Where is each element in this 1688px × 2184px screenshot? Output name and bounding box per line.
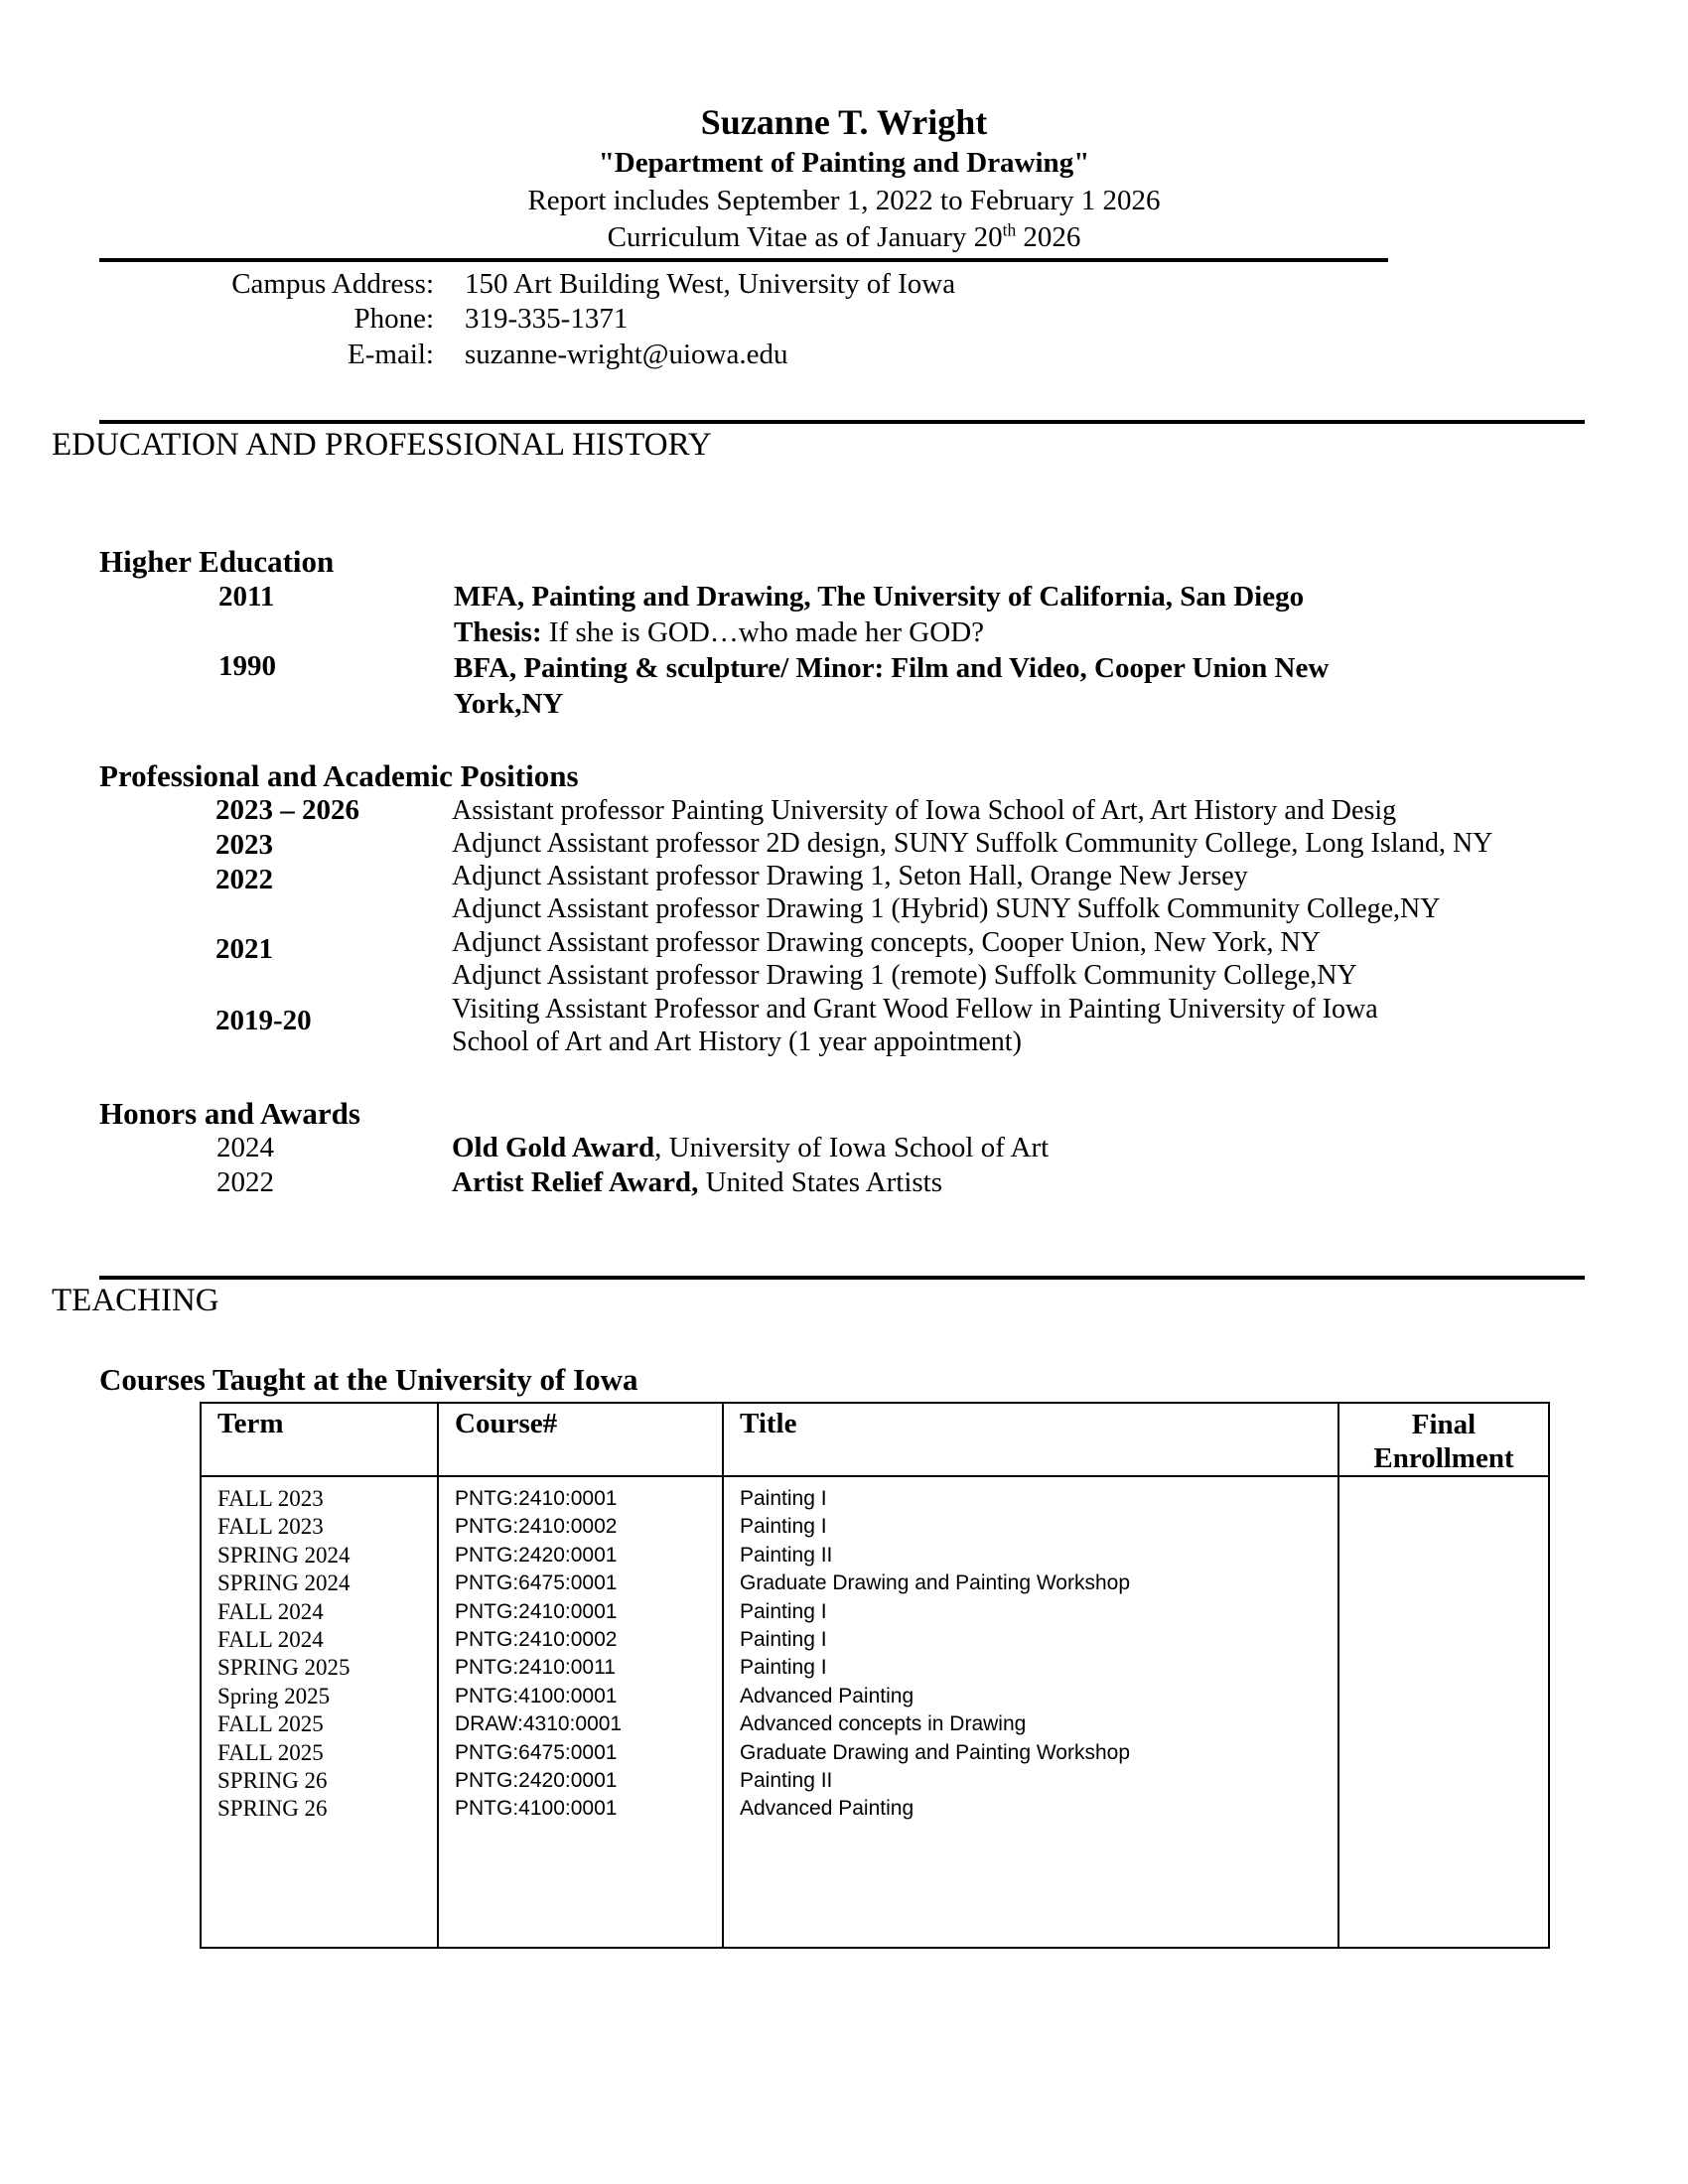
- degree-line: BFA, Painting & sculpture/ Minor: Film and Video, Cooper Union New: [454, 652, 1330, 684]
- course-cell: PNTG:2420:0001: [455, 1768, 618, 1792]
- honor-award: Artist Relief Award,: [452, 1166, 699, 1198]
- position-text: Adjunct Assistant professor 2D design, SUNY Suffolk Community College, Long Island, NY: [452, 828, 1493, 859]
- positions-title: Professional and Academic Positions: [99, 758, 579, 793]
- col-header-term: Term: [201, 1403, 438, 1476]
- position-text: Assistant professor Painting University of Iowa School of Art, Art History and Desig: [452, 795, 1397, 826]
- thesis-text: If she is GOD…who made her GOD?: [541, 616, 985, 648]
- position-year: 2021: [215, 933, 273, 965]
- campus-address: 150 Art Building West, University of Iowa: [465, 268, 956, 300]
- cv-date-suffix: 2026: [1016, 221, 1081, 253]
- col-header-title: Title: [723, 1403, 1338, 1476]
- position-text: Adjunct Assistant professor Drawing 1, Seton Hall, Orange New Jersey: [452, 861, 1248, 891]
- course-cell: DRAW:4310:0001: [455, 1712, 623, 1736]
- degree-year: 1990: [218, 650, 276, 682]
- course-cell: PNTG:2410:0001: [455, 1599, 618, 1623]
- course-cell: PNTG:2420:0001: [455, 1543, 618, 1567]
- title-cell: Painting I: [740, 1656, 827, 1680]
- campus-label: Campus Address:: [231, 268, 434, 300]
- email-value[interactable]: suzanne-wright@uiowa.edu: [465, 339, 788, 370]
- degree-line: MFA, Painting and Drawing, The University of California, San Diego: [454, 581, 1305, 613]
- course-cell: PNTG:2410:0002: [455, 1515, 618, 1539]
- honors-title: Honors and Awards: [99, 1096, 360, 1131]
- term-cell: SPRING 2024: [217, 1542, 351, 1568]
- cv-date-sup: th: [1002, 219, 1017, 240]
- col-header-enrollment: [1338, 1403, 1549, 1476]
- honor-award: Old Gold Award: [452, 1132, 655, 1163]
- col-header-course: Course#: [438, 1403, 723, 1476]
- email-label: E-mail:: [348, 339, 434, 370]
- cv-date-prefix: Curriculum Vitae as of January 20: [607, 221, 1003, 253]
- title-cell: Advanced Painting: [740, 1797, 914, 1821]
- teaching-section-title: TEACHING: [52, 1283, 219, 1318]
- honor-text: [452, 1132, 1049, 1164]
- position-text: Adjunct Assistant professor Drawing concepts, Cooper Union, New York, NY: [452, 927, 1321, 958]
- position-text: School of Art and Art History (1 year appointment): [452, 1026, 1022, 1057]
- term-cell: SPRING 2024: [217, 1570, 351, 1596]
- course-column: [438, 1476, 723, 1948]
- course-cell: PNTG:6475:0001: [455, 1571, 618, 1595]
- enrollment-column: [1338, 1476, 1549, 1948]
- title-cell: Advanced Painting: [740, 1684, 914, 1707]
- term-cell: FALL 2024: [217, 1626, 324, 1652]
- term-cell: FALL 2025: [217, 1739, 324, 1765]
- term-cell: Spring 2025: [217, 1683, 331, 1708]
- higher-education-title: Higher Education: [99, 544, 335, 579]
- term-cell: FALL 2023: [217, 1486, 324, 1511]
- title-cell: Graduate Drawing and Painting Workshop: [740, 1571, 1131, 1595]
- title-cell: Advanced concepts in Drawing: [740, 1712, 1027, 1736]
- phone-label: Phone:: [353, 303, 434, 335]
- courses-body-row: [201, 1476, 1549, 1948]
- position-year: 2019-20: [215, 1005, 312, 1036]
- course-cell: PNTG:2410:0011: [455, 1656, 616, 1680]
- course-cell: PNTG:4100:0001: [455, 1684, 618, 1707]
- position-text: Visiting Assistant Professor and Grant Wood Fellow in Painting University of Iowa: [452, 994, 1378, 1024]
- title-cell: Painting II: [740, 1768, 833, 1792]
- position-year: 2023: [215, 829, 273, 861]
- position-text: Adjunct Assistant professor Drawing 1 (Hybrid) SUNY Suffolk Community College,NY: [452, 893, 1441, 924]
- cv-date: [0, 221, 1688, 254]
- term-cell: FALL 2024: [217, 1598, 324, 1624]
- honor-year: 2024: [216, 1132, 274, 1163]
- title-cell: Graduate Drawing and Painting Workshop: [740, 1740, 1131, 1764]
- degree-line: York,NY: [454, 688, 564, 720]
- course-cell: PNTG:6475:0001: [455, 1740, 618, 1764]
- section-rule-education: [99, 420, 1585, 424]
- section-rule-teaching: [99, 1276, 1585, 1280]
- cv-name: Suzanne T. Wright: [700, 102, 988, 142]
- term-cell: SPRING 26: [217, 1796, 328, 1822]
- title-cell: Painting I: [740, 1599, 827, 1623]
- course-cell: PNTG:2410:0002: [455, 1627, 618, 1651]
- honor-text: [452, 1166, 942, 1199]
- title-cell: Painting I: [740, 1487, 827, 1510]
- term-cell: FALL 2025: [217, 1711, 324, 1737]
- degree-year: 2011: [218, 581, 275, 613]
- degree-thesis: [454, 616, 984, 649]
- courses-header-row: [201, 1403, 1549, 1476]
- term-cell: FALL 2023: [217, 1514, 324, 1540]
- department-title: "Department of Painting and Drawing": [598, 147, 1090, 179]
- title-cell: Painting I: [740, 1515, 827, 1539]
- title-cell: Painting II: [740, 1543, 833, 1567]
- report-range: Report includes September 1, 2022 to February 1 2026: [527, 185, 1161, 216]
- enrollment-line1: Final: [1411, 1409, 1477, 1440]
- honor-year: 2022: [216, 1166, 274, 1198]
- honor-org: , University of Iowa School of Art: [654, 1132, 1050, 1163]
- title-cell: Painting I: [740, 1627, 827, 1651]
- term-cell: SPRING 2025: [217, 1655, 351, 1681]
- header-rule: [99, 258, 1388, 262]
- position-year: 2022: [215, 864, 273, 895]
- position-year: 2023 – 2026: [215, 794, 359, 826]
- education-section-title: EDUCATION AND PROFESSIONAL HISTORY: [52, 427, 712, 463]
- enrollment-line2: Enrollment: [1373, 1442, 1514, 1474]
- phone-value: 319-335-1371: [465, 303, 629, 335]
- thesis-label: Thesis:: [454, 616, 542, 648]
- courses-table: [200, 1402, 1550, 1949]
- courses-title: Courses Taught at the University of Iowa: [99, 1362, 638, 1397]
- honor-org: United States Artists: [698, 1166, 943, 1198]
- course-cell: PNTG:4100:0001: [455, 1797, 618, 1821]
- title-column: [723, 1476, 1338, 1948]
- position-text: Adjunct Assistant professor Drawing 1 (remote) Suffolk Community College,NY: [452, 960, 1357, 991]
- course-cell: PNTG:2410:0001: [455, 1487, 618, 1510]
- term-cell: SPRING 26: [217, 1767, 328, 1793]
- term-column: [201, 1476, 438, 1948]
